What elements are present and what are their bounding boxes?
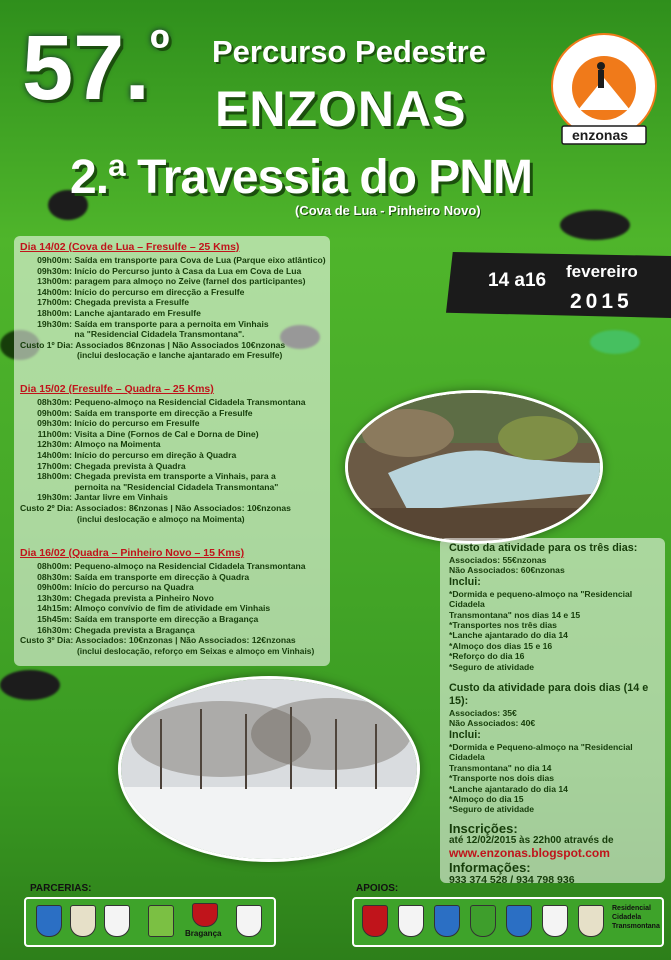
schedule-item (14, 439, 330, 450)
schedule-time: 12h30m: (37, 439, 72, 450)
schedule-time: 19h30m: (37, 492, 72, 503)
schedule-item (14, 450, 330, 461)
info-title: Informações: (449, 860, 531, 876)
schedule-item (14, 319, 330, 330)
day3-section (14, 544, 330, 656)
municipal-crest-icon (70, 905, 96, 937)
day3-cost: Custo 3º Dia: Associados: 10€nzonas | Não Associados: 12€nzonas (20, 635, 296, 646)
schedule-item (14, 297, 330, 308)
schedule-time: 15h45m: (37, 613, 72, 624)
day1-section (14, 238, 330, 361)
schedule-text: Chegada prevista a Pinheiro Novo (72, 592, 214, 603)
logo-badge-text: enzonas (572, 127, 629, 143)
day1-heading: Dia 14/02 (Cova de Lua – Fresulfe – 25 Kms) (20, 241, 240, 253)
includes-item: Transmontana" nos dias 14 e 15 (449, 609, 581, 620)
schedule-item (14, 625, 330, 636)
schedule-time: 17h00m: (37, 460, 72, 471)
includes-item: *Almoço dos dias 15 e 16 (449, 640, 553, 651)
schedule-text: pernoita na "Residencial Cidadela Transmontana" (72, 481, 279, 492)
two-days-non-assoc: Não Associados: 40€ (449, 718, 536, 729)
two-days-includes-label: Inclui: (449, 728, 481, 741)
date-month: fevereiro (566, 262, 638, 281)
day3-heading: Dia 16/02 (Quadra – Pinheiro Novo – 15 Kms) (20, 547, 245, 559)
schedule-item (14, 397, 330, 408)
schedule-item (14, 471, 330, 482)
schedule-time: 08h30m: (37, 397, 72, 407)
three-days-includes-label: Inclui: (449, 575, 481, 588)
schedule-text: Chegada prevista à Quadra (72, 460, 186, 471)
schedule-text: Início do percurso em direcção a Fresulfe (72, 286, 245, 297)
schedule-time: 08h00m: (37, 561, 72, 571)
includes-item: *Lanche ajantarado do dia 14 (449, 630, 568, 641)
municipal-crest-icon (36, 905, 62, 937)
schedule-text: Pequeno-almoço na Residencial Cidadela Transmontana (72, 561, 306, 571)
blog-link[interactable]: www.enzonas.blogspot.com (449, 846, 610, 861)
includes-item: *Dormida e Pequeno-almoço na "Residencial Cidadela (449, 741, 633, 763)
ink-blot (590, 330, 640, 354)
schedule-text: na "Residencial Cidadela Transmontana". (72, 329, 245, 340)
schedule-text: Chegada prevista em transporte a Vinhais, para a (72, 471, 276, 482)
schedule-item (14, 561, 330, 572)
ink-blot (0, 670, 60, 700)
schedule-text: Início do percurso em direção à Quadra (72, 449, 237, 460)
schedule-text: Saída em transporte em direcção a Fresulfe (72, 407, 253, 418)
schedule-item (14, 461, 330, 472)
date-days: 14 a16 (488, 270, 547, 291)
schedule-time: 18h00m: (37, 307, 72, 318)
schedule-text: Chegada prevista a Fresulfe (72, 297, 190, 308)
schedule-item (14, 482, 330, 493)
schedule-item (14, 276, 330, 287)
three-days-non-assoc: Não Associados: 60€nzonas (449, 565, 565, 576)
schedule-text: Saída em transporte em direcção à Quadra (72, 571, 250, 582)
schedule-item (14, 266, 330, 277)
schedule-time: 13h00m: (37, 276, 72, 287)
schedule-time: 11h00m: (37, 428, 72, 439)
ink-blot (560, 210, 630, 240)
date-year: 2015 (570, 290, 633, 313)
includes-item: *Transportes nos três dias (449, 620, 557, 631)
schedule-text: Chegada prevista a Bragança (72, 624, 195, 635)
route-subtitle: (Cova de Lua - Pinheiro Novo) (295, 203, 481, 218)
schedule-time: 14h15m: (37, 603, 72, 614)
event-subtitle: Percurso Pedestre (212, 34, 486, 69)
includes-item: *Almoço do dia 15 (449, 793, 524, 804)
schedule-item (14, 614, 330, 625)
schedule-item (14, 593, 330, 604)
schedule-text: Jantar livre em Vinhais (72, 492, 168, 503)
schedule-item (14, 329, 330, 340)
schedule-time: 09h00m: (37, 255, 72, 265)
schedule-text: Pequeno-almoço na Residencial Cidadela Transmontana (72, 397, 306, 407)
municipal-crest-icon (542, 905, 568, 937)
signup-text: até 12/02/2015 às 22h00 através de (449, 834, 614, 846)
schedule-text: Almoço convívio de fim de atividade em Vinhais (72, 603, 271, 614)
municipal-crest-icon (578, 905, 604, 937)
includes-item: *Lanche ajantarado do dia 14 (449, 783, 568, 794)
schedule-item (14, 255, 330, 266)
schedule-time: 13h30m: (37, 592, 72, 603)
river-photo (345, 390, 603, 544)
municipal-crest-icon (236, 905, 262, 937)
day2-section (14, 380, 330, 524)
schedule-time: 09h00m: (37, 582, 72, 593)
braganca-logo-icon (192, 903, 218, 927)
apoios-label: APOIOS: (356, 883, 399, 894)
parcerias-label: PARCERIAS: (30, 883, 92, 894)
schedule-text: Saída em transporte para Cova de Lua (Parque eixo atlântico) (72, 255, 326, 265)
schedule-time: 09h30m: (37, 265, 72, 276)
schedule-text: Início do percurso na Quadra (72, 582, 194, 593)
three-days-title: Custo da atividade para os três dias: (449, 542, 638, 554)
schedule-text: Lanche ajantarado em Fresulfe (72, 307, 201, 318)
schedule-item (14, 429, 330, 440)
event-title: 2.ª Travessia do PNM (70, 151, 532, 204)
enzonas-logo (548, 30, 660, 148)
includes-item: Transmontana" no dia 14 (449, 762, 552, 773)
day2-cost: Custo 2º Dia: Associados: 8€nzonas | Não Associados: 10€nzonas (20, 502, 291, 513)
signup-title: Inscrições: (449, 820, 518, 836)
schedule-item (14, 582, 330, 593)
schedule-item (14, 408, 330, 419)
municipal-crest-icon (104, 905, 130, 937)
schedule-text: paragem para almoço no Zeive (farnel dos participantes) (72, 276, 306, 287)
snow-photo (118, 676, 420, 862)
schedule-text: Saída em transporte em direcção a Bragança (72, 613, 259, 624)
municipal-crest-icon (362, 905, 388, 937)
braganca-label: Bragança (185, 929, 222, 938)
two-days-assoc: Associados: 35€ (449, 708, 517, 719)
schedule-text: Almoço na Moimenta (72, 439, 161, 450)
info-content (449, 542, 661, 886)
municipal-crest-icon (470, 905, 496, 937)
day2-cost-note: (inclui deslocação e almoço na Moimenta) (77, 513, 245, 524)
three-days-assoc: Associados: 55€nzonas (449, 555, 547, 565)
phone-numbers: 933 374 528 / 934 798 936 (449, 874, 575, 887)
two-days-title: Custo da atividade para dois dias (14 e 15): (449, 682, 649, 708)
schedule-time: 17h00m: (37, 297, 72, 308)
schedule-time: 08h30m: (37, 571, 72, 582)
includes-item: *Seguro de atividade (449, 804, 535, 815)
day1-cost-note: (inclui deslocação e lanche ajantarado em Fresulfe) (77, 350, 283, 361)
schedule-time: 09h00m: (37, 407, 72, 418)
day1-cost: Custo 1º Dia: Associados 8€nzonas | Não Associados 10€nzonas (20, 339, 286, 350)
includes-item: *Transporte nos dois dias (449, 773, 555, 784)
residencial-label: Residencial Cidadela Transmontana (612, 905, 660, 930)
schedule-text: Início do Percurso junto à Casa da Lua em Cova de Lua (72, 265, 302, 276)
includes-item: *Reforço do dia 16 (449, 651, 525, 662)
event-name: ENZONAS (215, 81, 467, 137)
schedule-text: Início do percurso em Fresulfe (72, 418, 200, 429)
schedule-item (14, 287, 330, 298)
edition-number: 57.$^º$ (22, 17, 170, 119)
schedule-item (14, 572, 330, 583)
schedule-time: 19h30m: (37, 318, 72, 329)
partner-logo-icon (148, 905, 174, 937)
includes-item: *Dormida e pequeno-almoço na "Residencial Cidadela (449, 588, 633, 610)
day2-heading: Dia 15/02 (Fresulfe – Quadra – 25 Kms) (20, 383, 214, 395)
schedule-time: 14h00m: (37, 449, 72, 460)
schedule-text: Visita a Dine (Fornos de Cal e Dorna de Dine) (72, 428, 259, 439)
includes-item: *Seguro de atividade (449, 661, 535, 672)
schedule-time: 09h30m: (37, 418, 72, 429)
schedule-item (14, 492, 330, 503)
municipal-crest-icon (434, 905, 460, 937)
schedule-time: 16h30m: (37, 624, 72, 635)
municipal-crest-icon (398, 905, 424, 937)
schedule-time: 18h00m: (37, 471, 72, 482)
schedule-item (14, 308, 330, 319)
schedule-time: 14h00m: (37, 286, 72, 297)
day3-cost-note: (inclui deslocação, reforço em Seixas e almoço em Vinhais) (77, 645, 315, 656)
schedule-item (14, 418, 330, 429)
schedule-item (14, 603, 330, 614)
municipal-crest-icon (506, 905, 532, 937)
schedule-text: Saída em transporte para a pernoita em Vinhais (72, 318, 269, 329)
